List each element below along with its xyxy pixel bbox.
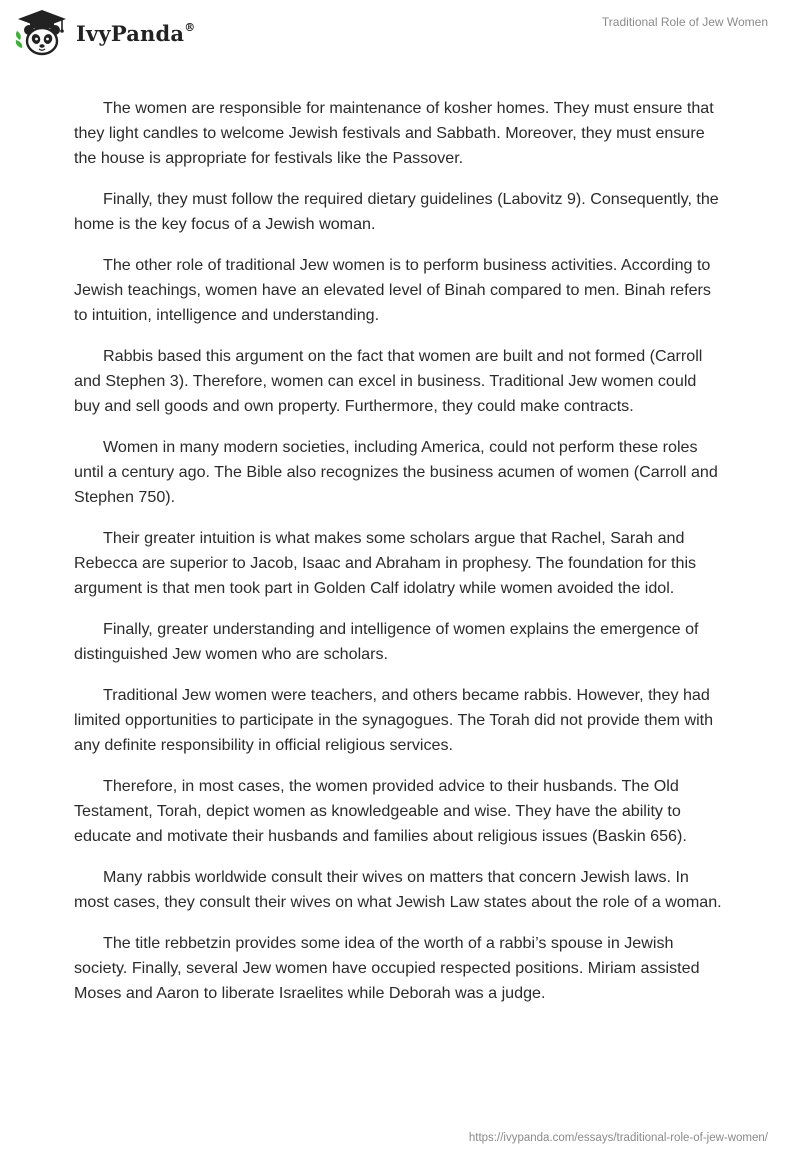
- paragraph-7: Finally, greater understanding and intelligence of women explains the emergence of distinguished Jew women who are scholars.: [74, 620, 699, 663]
- registered-mark: ®: [184, 20, 196, 34]
- paragraph-3: The other role of traditional Jew women is to perform business activities. According to Jewish teachings, women have an elevated level of Binah compared to men. Binah refers to intuition, intelligence and understanding.: [74, 256, 711, 324]
- paragraph-2: Finally, they must follow the required dietary guidelines (Labovitz 9). Consequently, the home is the key focus of a Jewish woman.: [74, 190, 719, 233]
- paragraph-4: Rabbis based this argument on the fact that women are built and not formed (Carroll and Stephen 3). Therefore, women can excel in business. Traditional Jew women could buy and sell goods and own property. Furthermore, they could make contracts.: [74, 347, 703, 415]
- paragraph-1: The women are responsible for maintenance of kosher homes. They must ensure that they light candles to welcome Jewish festivals and Sabbath. Moreover, they must ensure the house is appropriate for festivals like the Passover.: [74, 99, 714, 167]
- paragraph-5: Women in many modern societies, including America, could not perform these roles until a century ago. The Bible also recognizes the business acumen of women (Carroll and Stephen 750).: [74, 438, 718, 506]
- paragraph-11: The title rebbetzin provides some idea of the worth of a rabbi’s spouse in Jewish society. Finally, several Jew women have occupied respected positions. Miriam assisted Moses and Aaron to liberate Israelites while Deborah was a judge.: [74, 934, 700, 1002]
- paragraph-6: Their greater intuition is what makes some scholars argue that Rachel, Sarah and Rebecca are superior to Jacob, Isaac and Abraham in prophesy. The foundation for this argument is that men took part in Golden Calf idolatry while women avoided the idol.: [74, 529, 697, 597]
- logo-name: IvyPanda: [76, 20, 185, 46]
- ivypanda-logo[interactable]: [14, 8, 195, 58]
- essay-body: [74, 96, 724, 1022]
- paragraph-10: Many rabbis worldwide consult their wives on matters that concern Jewish laws. In most cases, they consult their wives on what Jewish Law states about the role of a woman.: [74, 868, 722, 911]
- paragraph-8: Traditional Jew women were teachers, and others became rabbis. However, they had limited opportunities to participate in the synagogues. The Torah did not provide them with any definite responsibility in official religious services.: [74, 686, 714, 754]
- document-title: Traditional Role of Jew Women: [601, 15, 768, 29]
- logo-wordmark: [76, 21, 195, 46]
- panda-graduation-cap-icon: [14, 8, 70, 58]
- page-header: [0, 0, 800, 70]
- paragraph-9: Therefore, in most cases, the women provided advice to their husbands. The Old Testament, Torah, depict women as knowledgeable and wise. They have the ability to educate and motivate their husbands and families about religious issues (Baskin 656).: [74, 777, 687, 845]
- source-url[interactable]: https://ivypanda.com/essays/traditional-role-of-jew-women/: [468, 1132, 768, 1144]
